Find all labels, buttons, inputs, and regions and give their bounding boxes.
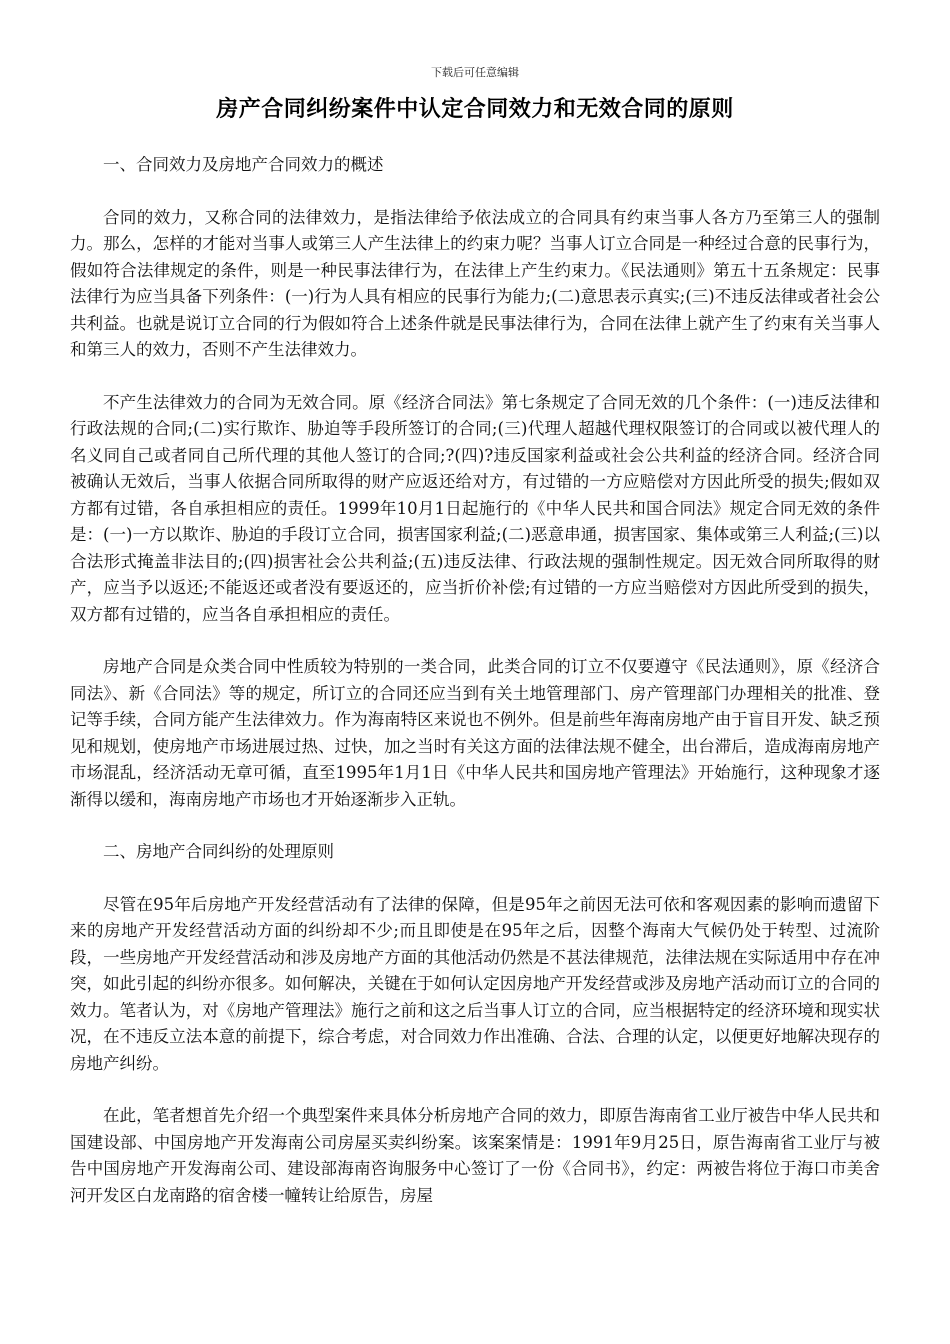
paragraph-2: 不产生法律效力的合同为无效合同。原《经济合同法》第七条规定了合同无效的几个条件：(一)违反法律和行政法规的合同;(二)实行欺诈、胁迫等手段所签订的合同;(三)代理人超越代理权限签订的合同或以被代理人的名义同自己或者同自己所代理的其他人签订的合同;?(四)?违反国家利益或社会公共利益的经济合同。经济合同被确认无效后，当事人依据合同所取得的财产应返还给对方，有过错的一方应赔偿对方因此所受的损失;假如双方都有过错，各自承担相应的责任。1999年10月1日起施行的《中华人民共和国合同法》规定合同无效的条件是：(一)一方以欺诈、胁迫的手段订立合同，损害国家利益;(二)恶意串通，损害国家、集体或第三人利益;(三)以合法形式掩盖非法目的;(四)损害社会公共利益;(五)违反法律、行政法规的强制性规定。因无效合同所取得的财产，应当予以返还;不能返还或者没有要返还的，应当折价补偿;有过错的一方应当赔偿对方因此所受到的损失，双方都有过错的，应当各自承担相应的责任。 (70, 392, 880, 624)
header-note: 下载后可任意编辑 (431, 66, 519, 79)
paragraph-4: 尽管在95年后房地产开发经营活动有了法律的保障，但是95年之前因无法可依和客观因素的影响而遗留下来的房地产开发经营活动方面的纠纷却不少;而且即使是在95年之后，因整个海南大气候仍处于转型、过流阶段，一些房地产开发经营活动和涉及房地产方面的其他活动仍然是不甚法律规范，法律法规在实际适用中存在冲突，如此引起的纠纷亦很多。如何解决，关键在于如何认定因房地产开发经营或涉及房地产活动而订立的合同的效力。笔者认为，对《房地产管理法》施行之前和这之后当事人订立的合同，应当根据特定的经济环境和现实状况，在不违反立法本意的前提下，综合考虑，对合同效力作出准确、合法、合理的认定，以便更好地解决现存的房地产纠纷。 (70, 894, 880, 1073)
paragraph-1: 合同的效力，又称合同的法律效力，是指法律给予依法成立的合同具有约束当事人各方乃至第三人的强制力。那么，怎样的才能对当事人或第三人产生法律上的约束力呢？当事人订立合同是一种经过合意的民事行为，假如符合法律规定的条件，则是一种民事法律行为，在法律上产生约束力。《民法通则》第五十五条规定：民事法律行为应当具备下列条件：(一)行为人具有相应的民事行为能力;(二)意思表示真实;(三)不违反法律或者社会公共利益。也就是说订立合同的行为假如符合上述条件就是民事法律行为，合同在法律上就产生了约束有关当事人和第三人的效力，否则不产生法律效力。 (70, 207, 880, 359)
document-body (70, 152, 880, 1235)
paragraph-5: 在此，笔者想首先介绍一个典型案件来具体分析房地产合同的效力，即原告海南省工业厅被告中华人民共和国建设部、中国房地产开发海南公司房屋买卖纠纷案。该案案情是：1991年9月25日，原告海南省工业厅与被告中国房地产开发海南公司、建设部海南咨询服务中心签订了一份《合同书》，约定：两被告将位于海口市美舍河开发区白龙南路的宿舍楼一幢转让给原告，房屋 (70, 1106, 880, 1205)
paragraph-3: 房地产合同是众类合同中性质较为特别的一类合同，此类合同的订立不仅要遵守《民法通则》，原《经济合同法》、新《合同法》等的规定，所订立的合同还应当到有关土地管理部门、房产管理部门办理相关的批准、登记等手续，合同方能产生法律效力。作为海南特区来说也不例外。但是前些年海南房地产由于盲目开发、缺乏预见和规划，使房地产市场进展过热、过快，加之当时有关这方面的法律法规不健全，出台滞后，造成海南房地产市场混乱，经济活动无章可循，直至1995年1月1日《中华人民共和国房地产管理法》开始施行，这种现象才逐渐得以缓和，海南房地产市场也才开始逐渐步入正轨。 (70, 657, 880, 809)
document-title: 房产合同纠纷案件中认定合同效力和无效合同的原则 (216, 96, 734, 122)
section-heading-2: 二、房地产合同纠纷的处理原则 (103, 842, 334, 861)
section-heading-1: 一、合同效力及房地产合同效力的概述 (103, 155, 384, 174)
